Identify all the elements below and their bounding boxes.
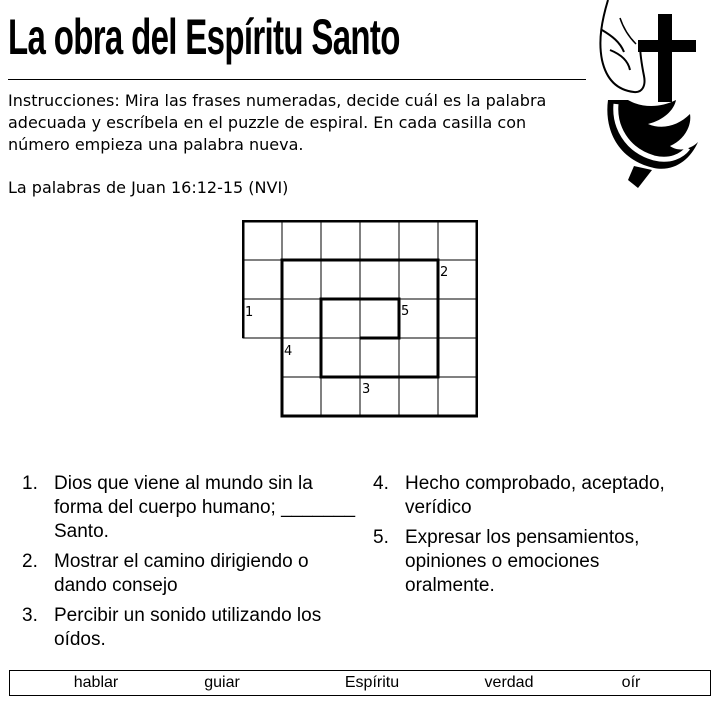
clue-number-4: 4 (284, 344, 293, 359)
dove-cross-hand-logo (594, 0, 716, 192)
clue-item (373, 472, 683, 520)
clue-number-5: 5 (401, 304, 410, 319)
clue-number: 5. (373, 527, 389, 548)
clue-text: Hecho comprobado, aceptado, verídico (405, 473, 665, 518)
word-bank (9, 670, 711, 696)
word-bank-item: oír (621, 674, 641, 691)
clue-item (22, 550, 362, 598)
page-title: La obra del Espíritu Santo (8, 9, 400, 65)
clue-number: 1. (22, 473, 38, 494)
clue-number: 4. (373, 473, 389, 494)
instructions-text: Instrucciones: Mira las frases numeradas, decide cuál es la palabra adecuada y escríbela en el puzzle de espiral. En cada casilla con número empieza una palabra nueva. (8, 91, 547, 154)
clue-item (22, 604, 362, 652)
spiral-puzzle-grid (242, 220, 478, 418)
clue-text: Expresar los pensamientos, opiniones o emociones oralmente. (405, 527, 640, 596)
clue-list-left (22, 472, 362, 658)
clue-text: Percibir un sonido utilizando los oídos. (54, 605, 322, 650)
word-bank-item: verdad (484, 674, 534, 691)
title-divider (8, 79, 586, 80)
clue-number-1: 1 (245, 305, 254, 320)
clue-number: 3. (22, 605, 38, 626)
clue-item (373, 526, 683, 598)
clue-number-3: 3 (362, 382, 371, 397)
word-bank-item: guiar (204, 674, 240, 691)
clue-list-right (373, 472, 683, 604)
word-bank-item: hablar (73, 674, 119, 691)
clue-text: Dios que viene al mundo sin la forma del cuerpo humano; _______ Santo. (54, 473, 356, 542)
clue-number: 2. (22, 551, 38, 572)
clue-number-2: 2 (440, 265, 449, 280)
clue-text: Mostrar el camino dirigiendo o dando consejo (54, 551, 309, 596)
scripture-reference: La palabras de Juan 16:12-15 (NVI) (8, 178, 289, 197)
clue-item (22, 472, 362, 544)
word-bank-item: Espíritu (344, 674, 400, 691)
